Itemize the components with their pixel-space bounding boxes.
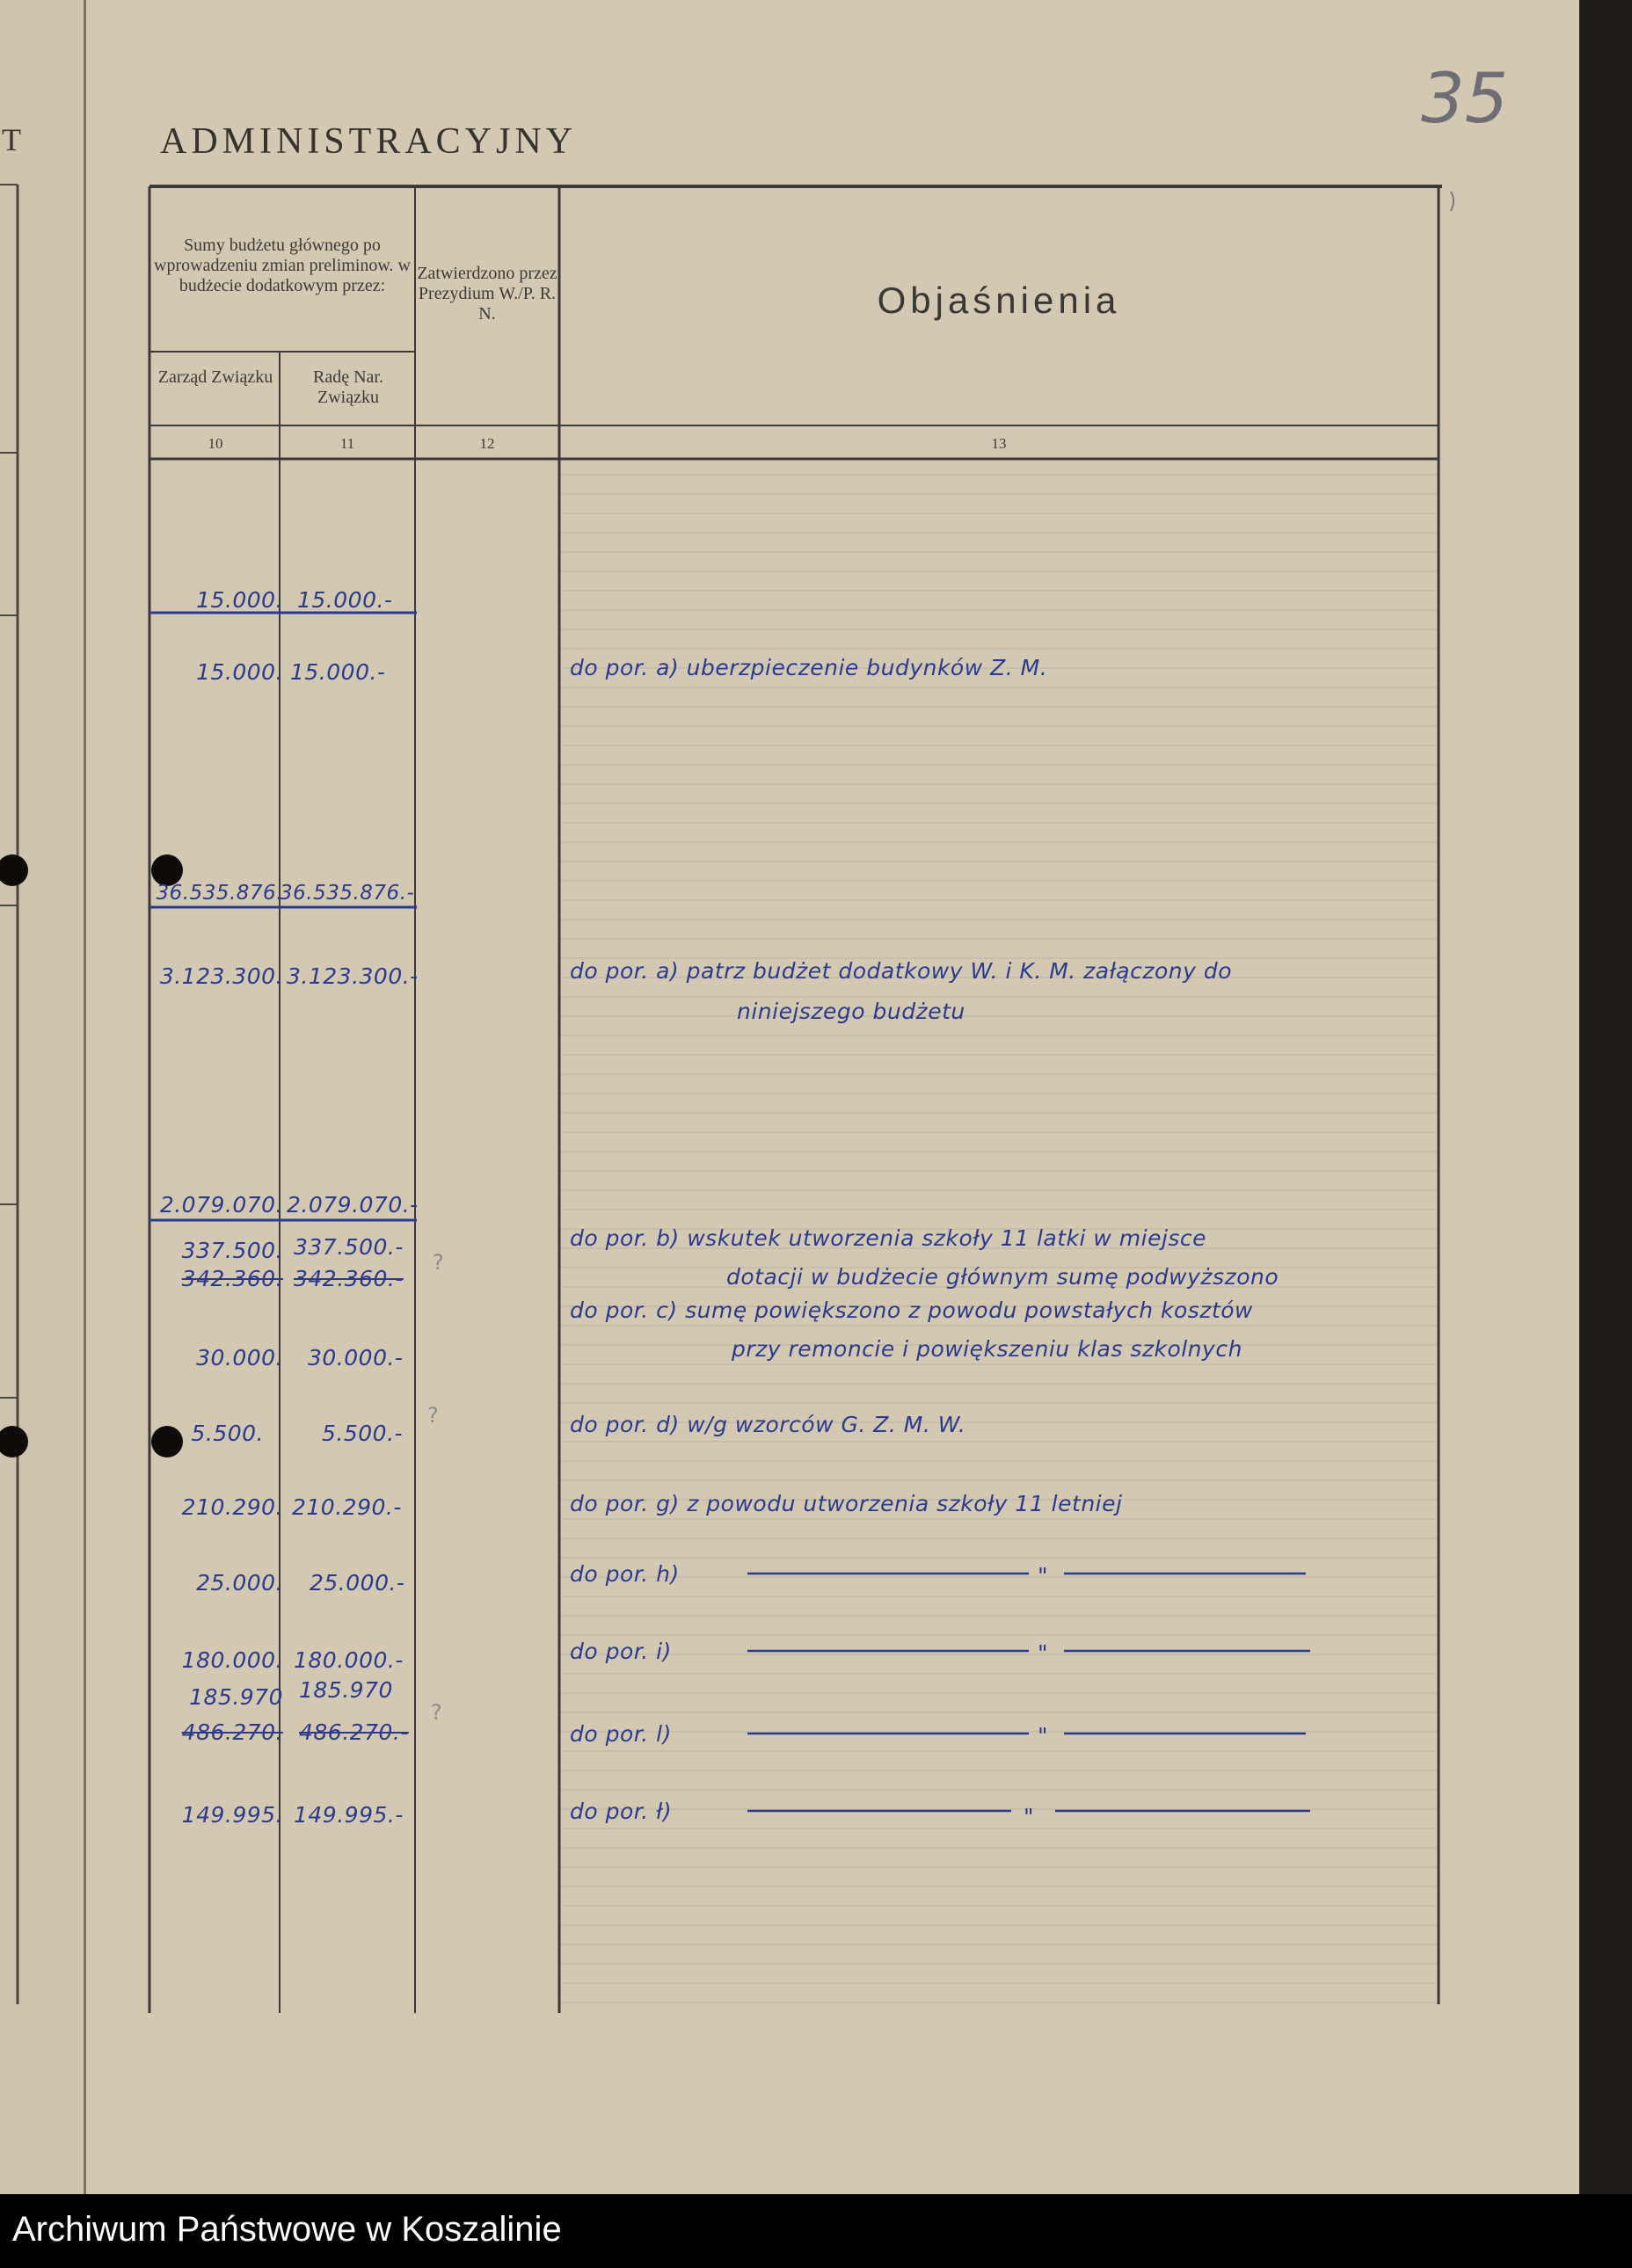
left-edge-fragment: T (2, 122, 21, 157)
note: dotacji w budżecie głównym sumę podwyższono (726, 1264, 1279, 1290)
cell-c10: 2.079.070. (159, 1192, 283, 1218)
note: niniejszego budżetu (737, 999, 965, 1024)
cell-c11: 3.123.300.- (287, 963, 419, 989)
col11-header: Radę Nar. Związku (313, 367, 383, 407)
note: do por. a) uberzpieczenie budynków Z. M. (570, 655, 1048, 680)
cell-c11: 185.970 (299, 1677, 393, 1703)
cell-c11: 210.290.- (292, 1494, 402, 1520)
cell-c10: 15.000. (196, 587, 283, 613)
note: do por. ł) (570, 1799, 673, 1824)
ditto-mark: " (1024, 1804, 1034, 1829)
archive-name: Archiwum Państwowe w Koszalinie (12, 2210, 562, 2249)
note: do por. g) z powodu utworzenia szkoły 11 letniej (570, 1491, 1123, 1516)
col-number-12: 12 (479, 435, 495, 452)
cell-c11: 15.000.- (290, 659, 386, 685)
left-page-strip (0, 0, 84, 2194)
cell-c10: 337.500. (181, 1238, 283, 1263)
pencil-mark: ? (433, 1250, 444, 1275)
col-number-11: 11 (339, 435, 355, 452)
cell-c10: 5.500. (191, 1421, 264, 1446)
note: do por. b) wskutek utworzenia szkoły 11 latki w miejsce (570, 1225, 1207, 1251)
cell-c11: 30.000.- (308, 1345, 404, 1370)
col10-header: Zarząd Związku (157, 367, 273, 387)
cell-c11: 5.500.- (322, 1421, 404, 1446)
paper-sheet (86, 0, 1579, 2194)
cell-c10-struck: 342.360. (181, 1266, 283, 1291)
cell-c10-struck: 486.270. (181, 1719, 283, 1745)
cell-c11-struck: 486.270.- (299, 1719, 409, 1745)
cell-c10: 30.000. (196, 1345, 283, 1370)
cell-c11: 180.000.- (294, 1647, 404, 1673)
pencil-mark: ? (427, 1403, 439, 1428)
cell-c11: 15.000.- (297, 587, 393, 613)
cell-c11-struck: 342.360.- (294, 1266, 404, 1291)
cell-c10: 25.000. (196, 1570, 283, 1596)
note: do por. i) (570, 1639, 672, 1664)
note: do por. h) (570, 1561, 680, 1587)
note: do por. d) w/g wzorców G. Z. M. W. (570, 1412, 966, 1437)
ditto-mark: " (1038, 1563, 1048, 1588)
folio-number: 35 (1421, 60, 1509, 139)
cell-c10: 210.290. (181, 1494, 283, 1520)
cell-c11: 25.000.- (310, 1570, 405, 1596)
cell-c11: 337.500.- (294, 1234, 404, 1260)
cell-c10: 180.000. (181, 1647, 283, 1673)
col13-header: Objaśnienia (877, 280, 1121, 321)
cell-c11: 2.079.070.- (287, 1192, 419, 1218)
cell-c11: 36.535.876.- (280, 882, 415, 905)
cell-c10: 185.970 (189, 1684, 283, 1710)
cell-c11: 149.995.- (294, 1802, 404, 1828)
col-number-10: 10 (208, 435, 223, 452)
note: do por. a) patrz budżet dodatkowy W. i K. M. załączony do (570, 958, 1233, 984)
note: przy remoncie i powiększeniu klas szkolnych (732, 1336, 1242, 1362)
cell-c10: 15.000. (196, 659, 283, 685)
note: do por. l) (570, 1721, 672, 1747)
col-number-13: 13 (991, 435, 1007, 452)
header-group-label: Sumy budżetu głównego po wprowadzeniu zmian preliminow. w budżecie dodatkowym przez: (154, 236, 411, 295)
ditto-mark: " (1038, 1723, 1048, 1748)
note: do por. c) sumę powiększono z powodu powstałych kosztów (570, 1298, 1253, 1323)
col12-header: Zatwierdzono przez Prezydium W./P. R. N. (417, 264, 557, 323)
cell-c10: 149.995. (181, 1802, 283, 1828)
ditto-mark: " (1038, 1640, 1048, 1666)
pencil-mark: ? (431, 1700, 442, 1725)
page-header-title: ADMINISTRACYJNY (160, 121, 578, 162)
cell-c10: 36.535.876. (156, 882, 283, 905)
cell-c10: 3.123.300. (159, 963, 283, 989)
